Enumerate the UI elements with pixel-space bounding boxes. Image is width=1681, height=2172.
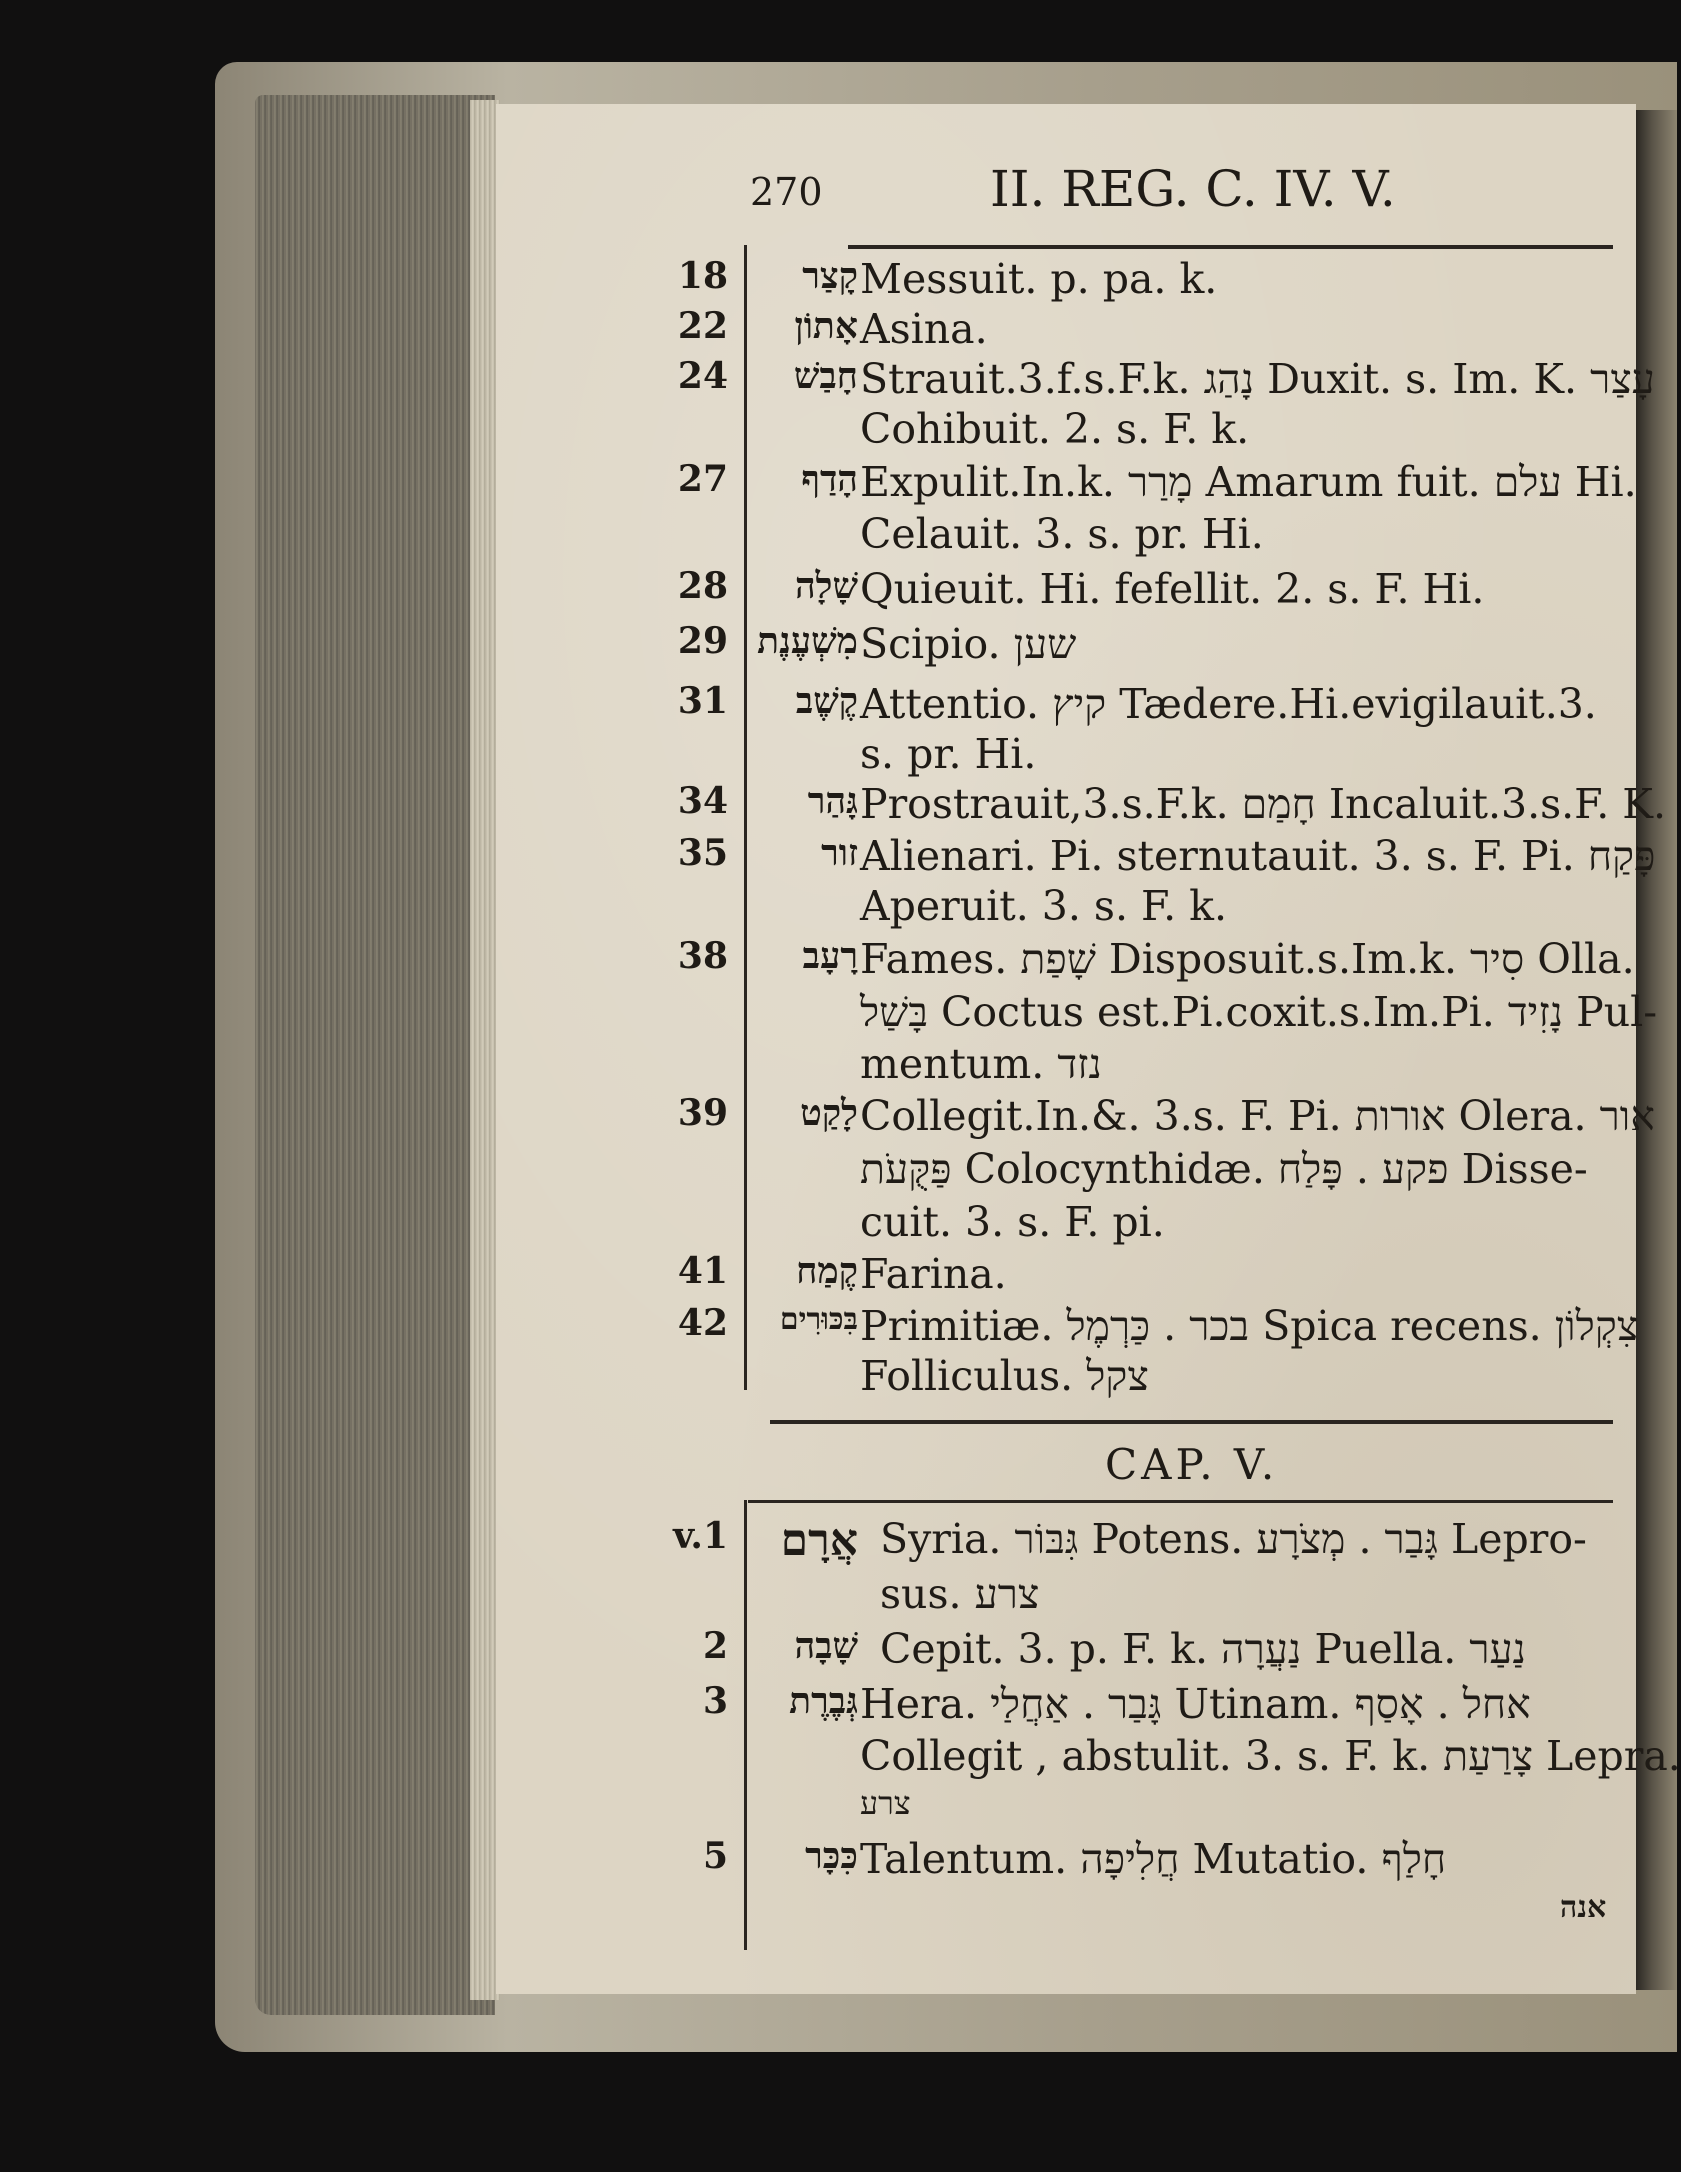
verse-number: 39	[677, 1092, 728, 1134]
entry-row	[0, 935, 1677, 991]
hebrew-headword: קֶשֶׁב	[795, 680, 858, 722]
entry-row	[0, 1625, 1677, 1681]
latin-gloss-continued: cuit. 3. s. F. pi.	[860, 1198, 1165, 1246]
entry-row	[0, 565, 1677, 621]
entry-row	[0, 620, 1677, 676]
latin-gloss: Collegit.In.&. 3.s. F. Pi. אורות Olera. אור	[860, 1092, 1655, 1140]
latin-gloss-continued: Aperuit. 3. s. F. k.	[860, 882, 1228, 930]
latin-gloss: Scipio. שען	[860, 620, 1077, 668]
hebrew-headword: שָׁבָה	[794, 1625, 858, 1667]
entry-row	[0, 1250, 1677, 1306]
entry-continuation	[0, 1040, 1677, 1096]
verse-number: 42	[677, 1302, 728, 1344]
entry-continuation	[0, 1784, 1677, 1840]
entry-row	[0, 255, 1677, 311]
entry-continuation	[0, 882, 1677, 938]
verse-number: 35	[677, 832, 728, 874]
latin-gloss-continued: צרע	[860, 1784, 911, 1822]
verse-number: 2	[702, 1625, 728, 1667]
latin-gloss-continued: Collegit , abstulit. 3. s. F. k. צָרַעַת Lepra.	[860, 1732, 1681, 1780]
latin-gloss-continued: Cohibuit. 2. s. F. k.	[860, 405, 1250, 453]
verse-number: v.1	[673, 1515, 728, 1557]
latin-gloss: Asina.	[860, 305, 988, 353]
hebrew-headword: קָצַר	[802, 255, 858, 297]
verse-number: 38	[677, 935, 728, 977]
hebrew-headword: גָּהַר	[807, 780, 858, 822]
latin-gloss: Prostrauit,3.s.F.k. חָמַם Incaluit.3.s.F. K.	[860, 780, 1666, 828]
hebrew-headword: שָׁלָה	[794, 565, 858, 607]
entry-continuation	[0, 1732, 1681, 1788]
entry-row	[0, 1680, 1677, 1736]
entry-row	[0, 1092, 1677, 1148]
latin-gloss-continued: sus. צרע	[880, 1570, 1040, 1618]
hebrew-headword: מִשְׁעֶנֶת	[757, 620, 858, 662]
verse-number: 29	[677, 620, 728, 662]
hebrew-headword: זור	[821, 832, 858, 874]
page-number: 270	[750, 170, 823, 214]
verse-number: 27	[677, 458, 728, 500]
verse-number: 24	[677, 355, 728, 397]
running-title: II. REG. C. IV. V.	[990, 160, 1396, 218]
verse-number: 22	[677, 305, 728, 347]
hebrew-headword: אָתוֹן	[794, 305, 858, 347]
entry-row	[0, 458, 1677, 514]
entry-continuation	[0, 405, 1677, 461]
latin-gloss: Farina.	[860, 1250, 1007, 1298]
latin-gloss-continued: Folliculus. צקל	[860, 1352, 1149, 1400]
hebrew-headword: אֲרָם	[780, 1515, 858, 1566]
hebrew-headword: רָעָב	[802, 935, 858, 977]
entry-row	[0, 780, 1677, 836]
entry-row	[0, 680, 1677, 736]
entry-continuation	[0, 988, 1677, 1044]
latin-gloss-continued: פַּקֻּעֹת Colocynthidæ. פקע . פָּלַח Disse-	[860, 1145, 1588, 1193]
entry-row	[0, 1302, 1677, 1358]
verse-number: 34	[677, 780, 728, 822]
hebrew-headword: גְּבֶרֶת	[789, 1680, 858, 1722]
entry-row	[0, 355, 1677, 411]
entry-continuation	[0, 730, 1677, 786]
entry-continuation	[0, 1570, 1677, 1626]
latin-gloss: Quieuit. Hi. fefellit. 2. s. F. Hi.	[860, 565, 1485, 613]
entry-row	[0, 305, 1677, 361]
entry-continuation	[0, 1145, 1677, 1201]
latin-gloss: Syria. גִּבּוֹר Potens. גָּבַר . מְצֹרָע Lepro-	[880, 1515, 1587, 1563]
latin-gloss-continued: s. pr. Hi.	[860, 730, 1037, 778]
entry-row	[0, 832, 1677, 888]
header-rule	[848, 245, 1613, 249]
latin-gloss: Primitiæ. בכר . כַּרְמֶל Spica recens. צִקְלוֹן	[860, 1302, 1639, 1350]
catchword: אנה	[1560, 1890, 1607, 1925]
chapter-heading-rule	[748, 1500, 1613, 1503]
latin-gloss-continued: בָּשַׁל Coctus est.Pi.coxit.s.Im.Pi. נָזִיד Pul-	[860, 988, 1658, 1036]
latin-gloss: Attentio. קיץ Tædere.Hi.evigilauit.3.	[860, 680, 1597, 728]
entry-row	[0, 1835, 1677, 1891]
entry-continuation	[0, 510, 1677, 566]
entry-continuation	[0, 1352, 1677, 1408]
hebrew-headword: בִּכּוּרִים	[779, 1302, 858, 1337]
latin-gloss: Cepit. 3. p. F. k. נַעֲרָה Puella. נַעַר	[880, 1625, 1527, 1673]
verse-number: 31	[677, 680, 728, 722]
latin-gloss: Messuit. p. pa. k.	[860, 255, 1218, 303]
verse-number: 5	[702, 1835, 728, 1877]
verse-number: 41	[677, 1250, 728, 1292]
latin-gloss: Hera. גָּבַר . אַחֲלַי Utinam. אחל . אָסַף	[860, 1680, 1531, 1728]
hebrew-headword: קֶמַח	[796, 1250, 858, 1292]
chapter-heading: CAP. V.	[1105, 1440, 1279, 1489]
latin-gloss: Talentum. חֲלִיפָה Mutatio. חָלַף	[860, 1835, 1447, 1883]
hebrew-headword: לָקַט	[800, 1092, 858, 1134]
latin-gloss: Alienari. Pi. sternutauit. 3. s. F. Pi. פָּקַח	[860, 832, 1656, 880]
latin-gloss: Strauit.3.f.s.F.k. נָהַג Duxit. s. Im. K. עָצַר	[860, 355, 1655, 403]
latin-gloss-continued: Celauit. 3. s. pr. Hi.	[860, 510, 1264, 558]
chapter-divider-rule	[770, 1420, 1613, 1424]
hebrew-headword: הָדַף	[801, 458, 858, 500]
verse-number: 18	[677, 255, 728, 297]
latin-gloss: Fames. שָׁפַת Disposuit.s.Im.k. סִיר Olla.	[860, 935, 1635, 983]
verse-number: 28	[677, 565, 728, 607]
hebrew-headword: כִּכָּר	[805, 1835, 858, 1877]
hebrew-headword: חָבַשׁ	[793, 355, 858, 397]
entry-row	[0, 1515, 1677, 1571]
entry-continuation	[0, 1198, 1677, 1254]
latin-gloss: Expulit.In.k. מָרַר Amarum fuit. עלם Hi.	[860, 458, 1637, 506]
verse-number: 3	[702, 1680, 728, 1722]
latin-gloss-continued: mentum. נזד	[860, 1040, 1102, 1088]
